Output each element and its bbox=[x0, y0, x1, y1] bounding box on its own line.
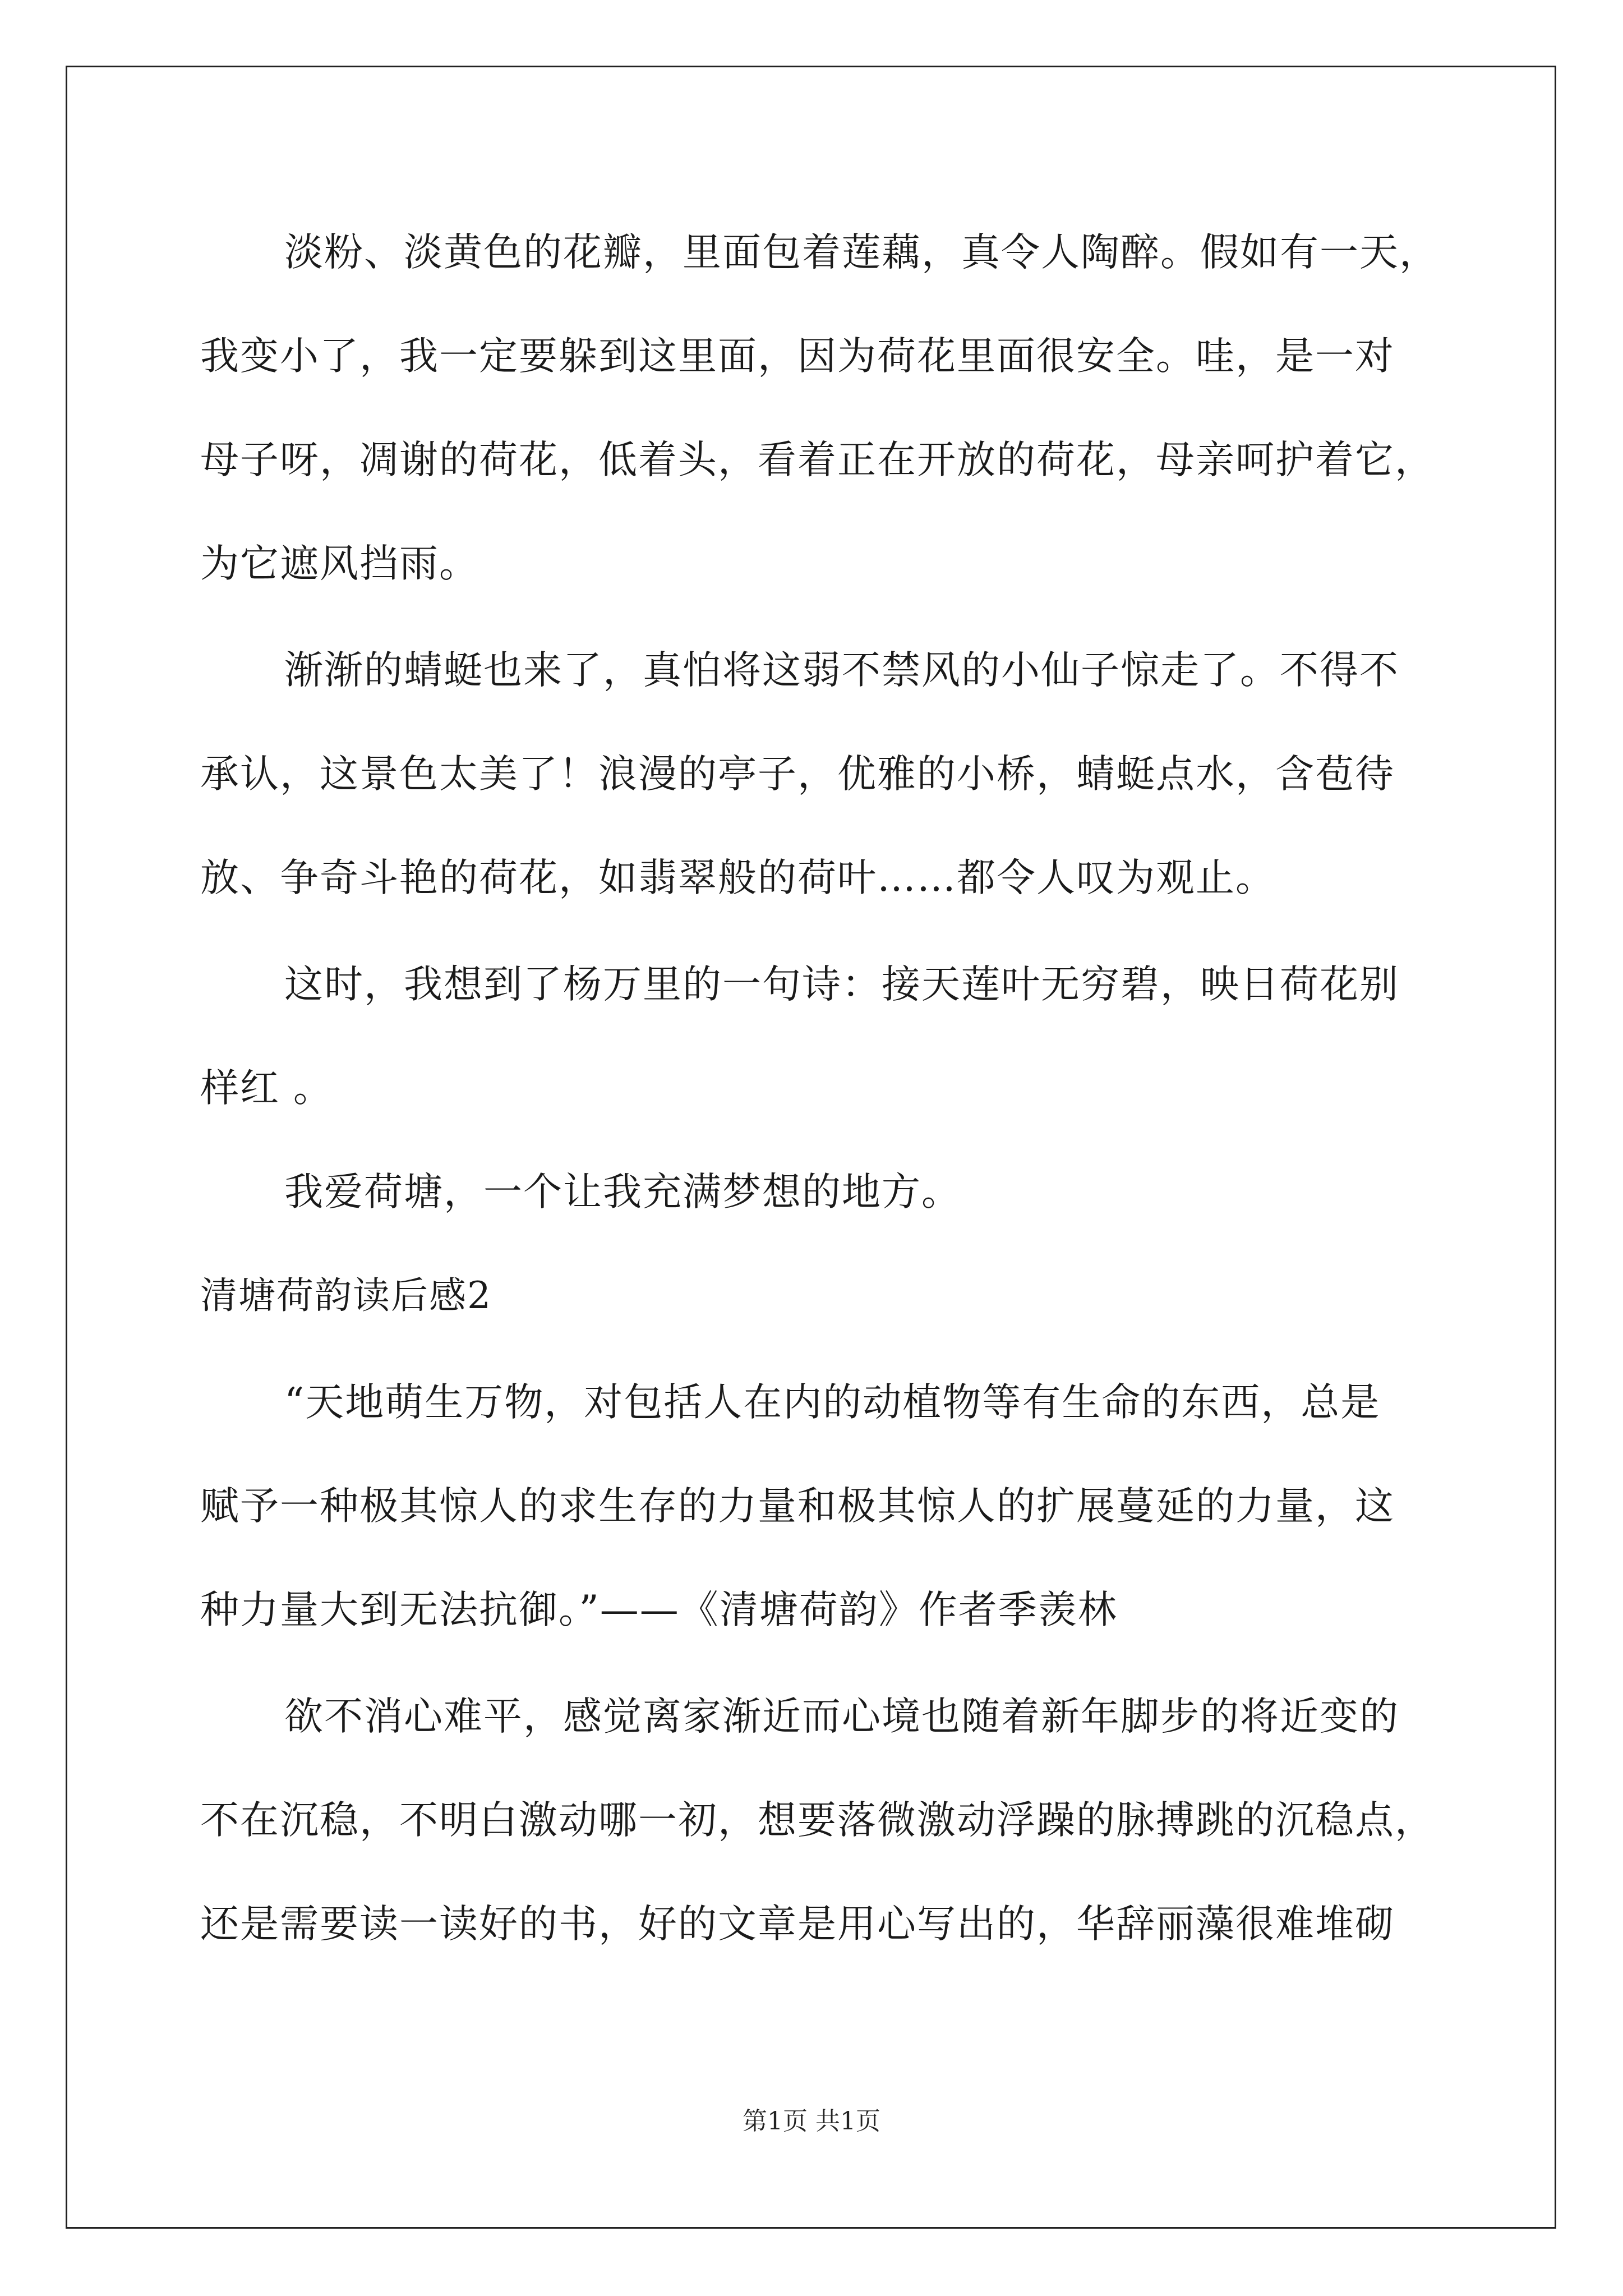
paragraph-3-line-1: 这时，我想到了杨万里的一句诗：接天莲叶无穷碧，映日荷花别 bbox=[284, 962, 1399, 1007]
paragraph-1-line-4: 为它遮风挡雨。 bbox=[200, 541, 479, 586]
quote-line-3: 种力量大到无法抗御。”——《清塘荷韵》作者季羡林 bbox=[200, 1588, 1118, 1632]
paragraph-6-line-1: 欲不消心难平，感觉离家渐近而心境也随着新年脚步的将近变的 bbox=[284, 1694, 1399, 1739]
paragraph-2-line-3: 放、争奇斗艳的荷花，如翡翠般的荷叶……都令人叹为观止。 bbox=[200, 855, 1275, 900]
paragraph-3-line-2: 样红 。 bbox=[200, 1066, 333, 1111]
quote-line-2: 赋予一种极其惊人的求生存的力量和极其惊人的扩展蔓延的力量，这 bbox=[200, 1484, 1395, 1529]
paragraph-6-line-2: 不在沉稳，不明白激动哪一初，想要落微激动浮躁的脉搏跳的沉稳点， bbox=[200, 1798, 1435, 1843]
paragraph-6-line-3: 还是需要读一读好的书，好的文章是用心写出的，华辞丽藻很难堆砌 bbox=[200, 1902, 1395, 1947]
quote-line-1: “天地萌生万物，对包括人在内的动植物等有生命的东西，总是 bbox=[284, 1380, 1381, 1425]
paragraph-1-line-2: 我变小了，我一定要躲到这里面，因为荷花里面很安全。哇，是一对 bbox=[200, 334, 1395, 379]
paragraph-1-line-1: 淡粉、淡黄色的花瓣，里面包着莲藕，真令人陶醉。假如有一天， bbox=[284, 230, 1439, 275]
page-footer: 第1页 共1页 bbox=[743, 2107, 880, 2136]
paragraph-1-line-3: 母子呀，凋谢的荷花，低着头，看着正在开放的荷花，母亲呵护着它， bbox=[200, 438, 1435, 482]
paragraph-2-line-1: 渐渐的蜻蜓也来了，真怕将这弱不禁风的小仙子惊走了。不得不 bbox=[284, 648, 1399, 693]
paragraph-4-line-1: 我爱荷塘，一个让我充满梦想的地方。 bbox=[284, 1170, 961, 1214]
paragraph-2-line-2: 承认，这景色太美了！浪漫的亭子，优雅的小桥，蜻蜓点水，含苞待 bbox=[200, 752, 1395, 797]
section-heading: 清塘荷韵读后感2 bbox=[200, 1274, 492, 1317]
